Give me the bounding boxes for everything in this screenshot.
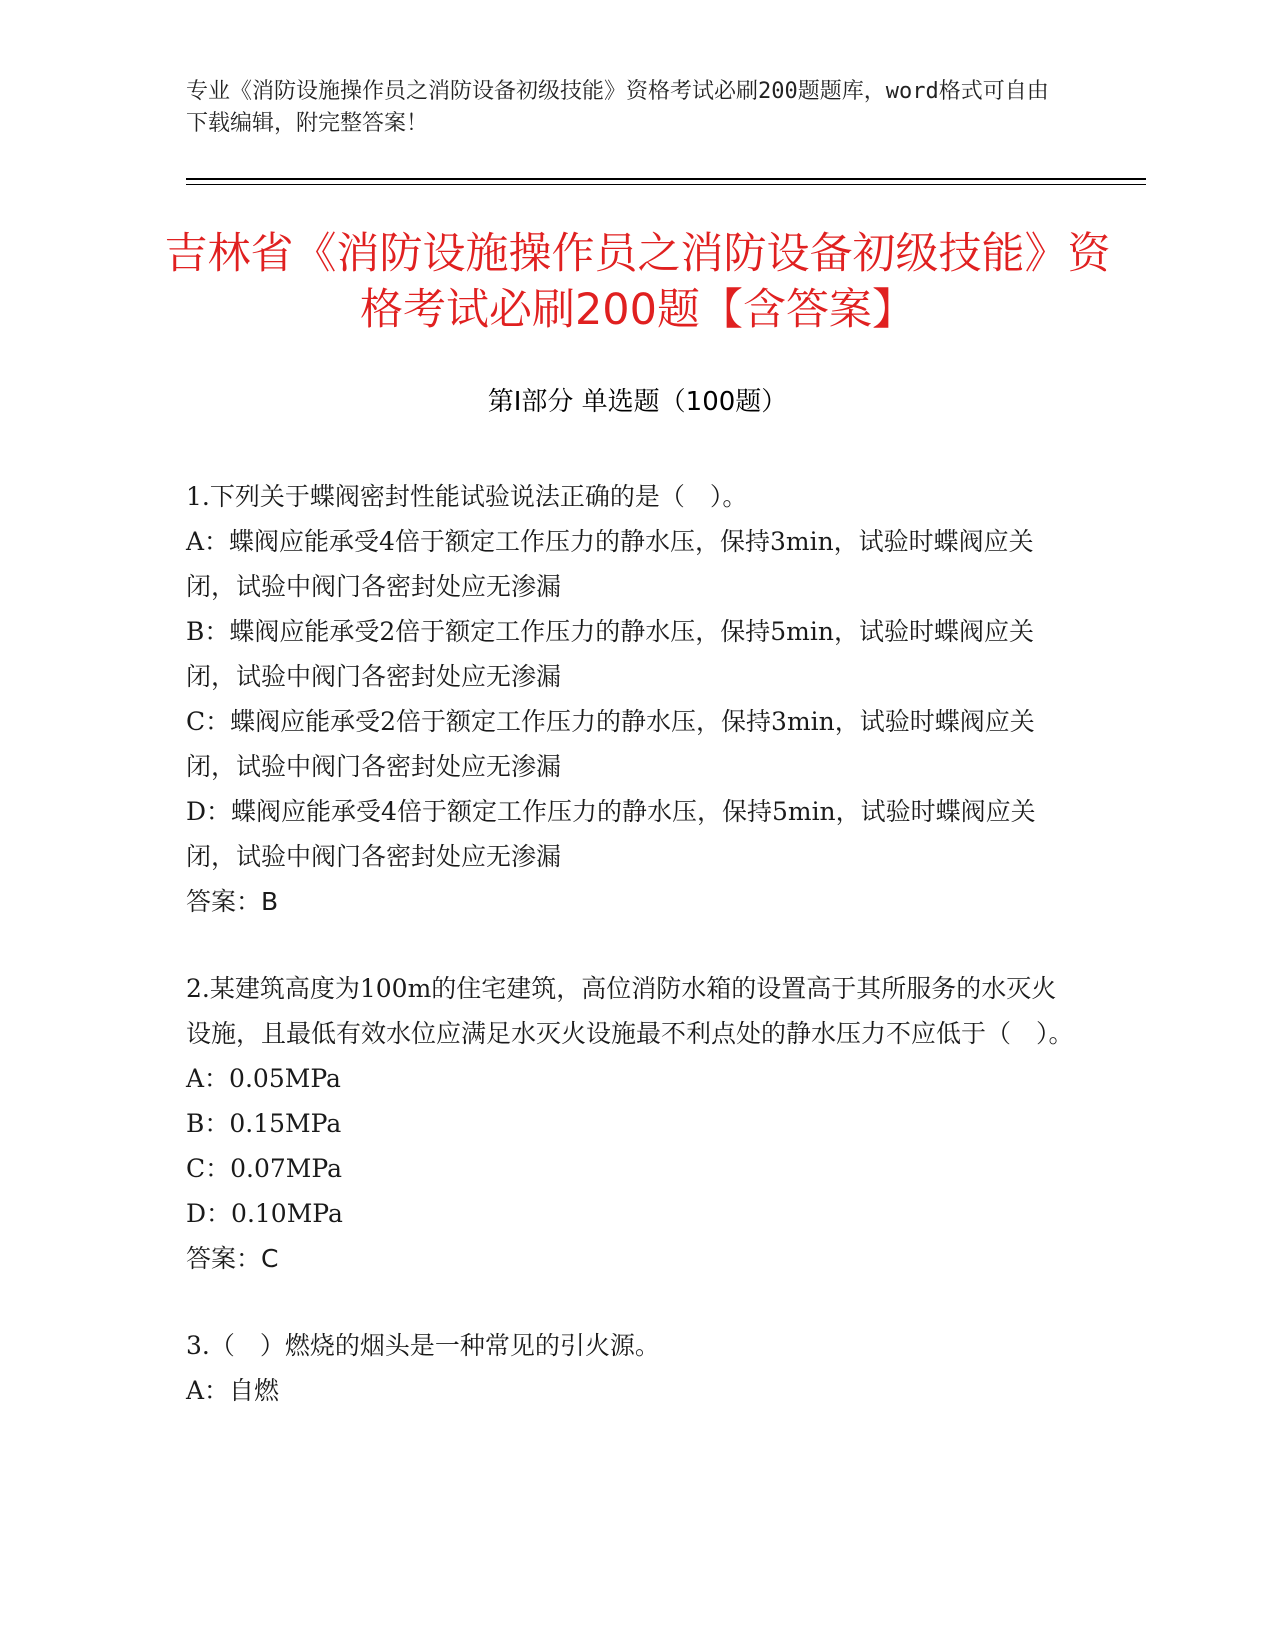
option-b: B：0.15MPa xyxy=(186,1109,342,1138)
question-1 xyxy=(186,474,1076,924)
intro-text: 专业《消防设施操作员之消防设备初级技能》资格考试必刷200题题库，word格式可自由下载编辑，附完整答案！ xyxy=(186,79,1049,136)
header-rule-thin xyxy=(186,184,1146,185)
option-a: A：蝶阀应能承受4倍于额定工作压力的静水压，保持3min，试验时蝶阀应关闭，试验中阀门各密封处应无渗漏 xyxy=(186,527,1034,601)
option-c: C：0.07MPa xyxy=(186,1154,342,1183)
answer: 答案：B xyxy=(186,887,279,916)
option-d: D：0.10MPa xyxy=(186,1199,343,1228)
header-rule-thick xyxy=(186,178,1146,180)
option-a: A：自燃 xyxy=(186,1376,280,1405)
question-stem: 3.（ ）燃烧的烟头是一种常见的引火源。 xyxy=(186,1331,660,1360)
option-d: D：蝶阀应能承受4倍于额定工作压力的静水压，保持5min，试验时蝶阀应关闭，试验中阀门各密封处应无渗漏 xyxy=(186,797,1036,871)
option-c: C：蝶阀应能承受2倍于额定工作压力的静水压，保持3min，试验时蝶阀应关闭，试验中阀门各密封处应无渗漏 xyxy=(186,707,1035,781)
option-b: B：蝶阀应能承受2倍于额定工作压力的静水压，保持5min，试验时蝶阀应关闭，试验中阀门各密封处应无渗漏 xyxy=(186,617,1034,691)
question-list xyxy=(186,474,1076,1455)
question-3 xyxy=(186,1323,1076,1413)
question-stem: 1.下列关于蝶阀密封性能试验说法正确的是（ ）。 xyxy=(186,482,748,511)
question-stem: 2.某建筑高度为100m的住宅建筑，高位消防水箱的设置高于其所服务的水灭火设施，且最低有效水位应满足水灭火设施最不利点处的静水压力不应低于（ ）。 xyxy=(186,974,1074,1048)
option-a: A：0.05MPa xyxy=(186,1064,341,1093)
answer: 答案：C xyxy=(186,1244,279,1273)
section-title: 第Ⅰ部分 单选题（100题） xyxy=(487,387,788,417)
document-title: 吉林省《消防设施操作员之消防设备初级技能》资格考试必刷200题【含答案】 xyxy=(164,229,1111,335)
question-2 xyxy=(186,966,1076,1281)
